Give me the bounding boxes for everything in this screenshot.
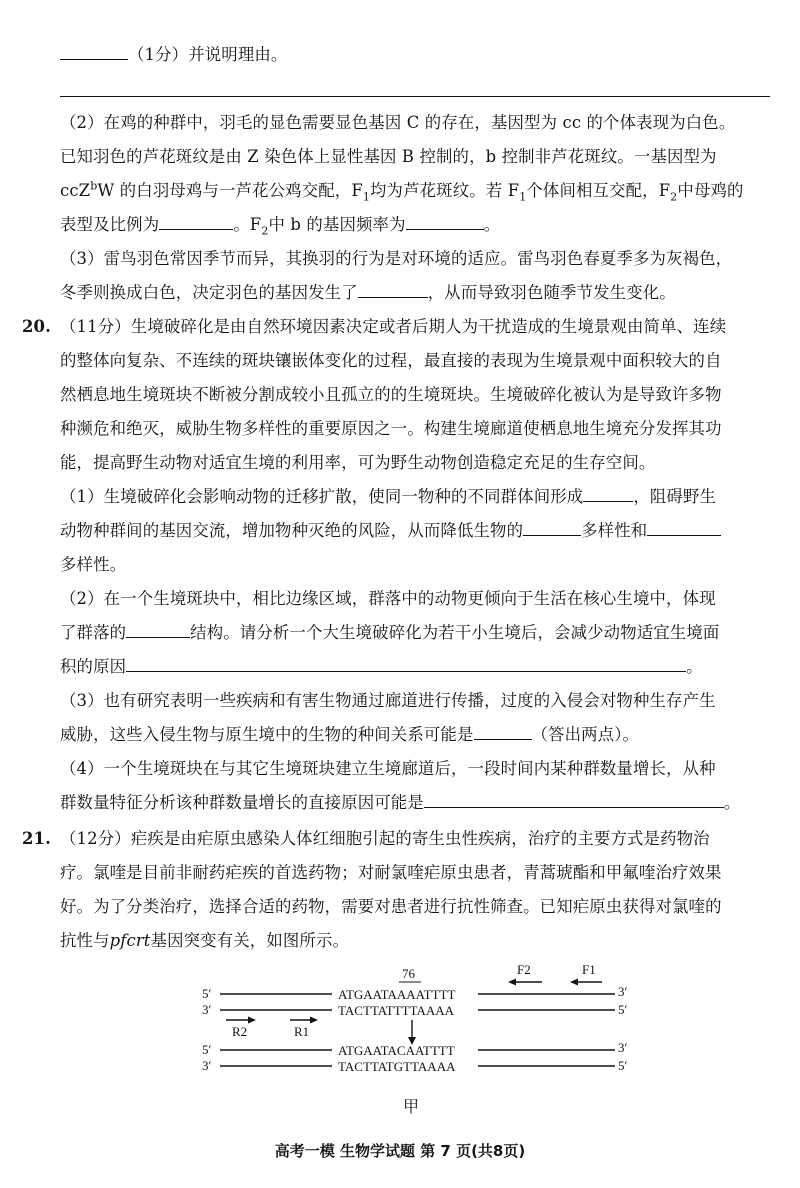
q19-reason-line [60,44,287,66]
answer-blank[interactable] [60,45,128,60]
answer-blank[interactable] [126,657,686,672]
q20-line-3: 然栖息地生境斑块不断被分割成较小且孤立的的生境斑块。生境破碎化被认为是导致许多物 [60,385,722,404]
q19-p2-line-2: 已知羽色的芦花斑纹是由 Z 染色体上显性基因 B 控制的，b 控制非芦花斑纹。一基因型为 [60,147,717,166]
primer-r2-arrowhead [248,1017,256,1024]
q20-p1-line-3: 多样性。 [60,555,127,574]
q21-number: 21. [22,829,51,848]
q19-p3-line-1: （3）雷鸟羽色常因季节而异，其换羽的行为是对环境的适应。雷鸟羽色春夏季多为灰褐色， [60,249,733,268]
answer-blank[interactable] [647,521,721,536]
q19-p3-line-2: 冬季则换成白色，决定羽色的基因发生了 ，从而导致羽色随季节发生变化。 [60,283,676,302]
q21-line-2: 疗。氯喹是目前非耐药疟疾的首选药物；对耐氯喹疟原虫患者，青蒿琥酯和甲氟喹治疗效果 [60,863,722,882]
primer-f1-label: F1 [582,962,596,977]
mutant-template-sequence: TACTTATGTTAAAA [338,1059,456,1074]
answer-blank[interactable] [159,215,233,230]
q19-p2-line-1: （2）在鸡的种群中，羽毛的显色需要显色基因 C 的存在，基因型为 cc 的个体表现为白色。 [60,113,736,132]
strand-end-label: 3′ [202,1002,212,1017]
wildtype-template-sequence: TACTTATTTTAAAA [338,1003,455,1018]
primer-r1-label: R1 [294,1024,310,1039]
q19-reason-text: （1分）并说明理由。 [128,45,288,64]
q19-p2-line-4: 表型及比例为 。$F_2$中 b 的基因频率为 。 [60,215,501,238]
strand-end-label: 3′ [202,1058,212,1073]
answer-blank[interactable] [474,725,532,740]
gene-name: pfcrt [109,931,151,950]
answer-line[interactable] [60,96,770,97]
dna-mutation-figure [190,960,640,1085]
q20-line-1: （11分）生境破碎化是由自然环境因素决定或者后期人为干扰造成的生境景观由简单、连续 [60,317,727,336]
primer-f2-label: F2 [517,962,531,977]
position-label: 76 [402,966,415,981]
q20-line-4: 种濒危和绝灭，威胁生物多样性的重要原因之一。构建生境廊道使栖息地生境充分发挥其功 [60,419,722,438]
q21-line-1: （12分）疟疾是由疟原虫感染人体红细胞引起的寄生虫性疾病，治疗的主要方式是药物治 [60,829,710,848]
wildtype-coding-sequence: ATGAATAAAATTTT [338,987,456,1002]
q20-line-2: 的整体向复杂、不连续的斑块镶嵌体变化的过程，最直接的表现为生境景观中面积较大的自 [60,351,722,370]
strand-end-label: 3′ [618,1040,628,1055]
mutant-coding-sequence: ATGAATACAATTTT [338,1043,455,1058]
q20-p1-line-1: （1）生境破碎化会影响动物的迁移扩散，使同一物种的不同群体间形成 ，阻碍野生 [60,487,717,506]
q21-line-4: 抗性与pfcrt基因突变有关，如图所示。 [60,931,350,950]
primer-f1-arrowhead [570,979,578,986]
q20-p2-line-2: 了群落的 结构。请分析一个大生境破碎化为若干小生境后，会减少动物适宜生境面 [60,623,720,642]
q20-p4-line-2: 群数量特征分析该种群数量增长的直接原因可能是 。 [60,793,741,812]
q20-p4-line-1: （4）一个生境斑块在与其它生境斑块建立生境廊道后，一段时间内某种群数量增长，从种 [60,759,716,778]
q21-line-3: 好。为了分类治疗，选择合适的药物，需要对患者进行抗性筛查。已知疟原虫获得对氯喹的 [60,897,722,916]
answer-blank[interactable] [523,521,581,536]
primer-r2-label: R2 [232,1024,248,1039]
strand-end-label: 5′ [618,1002,628,1017]
primer-f2-arrowhead [508,979,516,986]
strand-end-label: 3′ [618,984,628,999]
figure-caption: 甲 [403,1097,420,1116]
answer-blank[interactable] [583,487,633,502]
primer-r1-arrowhead [310,1017,318,1024]
q20-p3-line-2: 威胁，这些入侵生物与原生境中的生物的种间关系可能是 （答出两点）。 [60,725,640,744]
q20-p2-line-3: 积的原因 。 [60,657,703,676]
answer-blank[interactable] [126,623,190,638]
answer-blank[interactable] [358,283,428,298]
answer-blank[interactable] [424,793,724,808]
page-footer: 高考一模 生物学试题 第 7 页(共8页) [274,1142,526,1160]
strand-end-label: 5′ [202,1042,212,1057]
q20-p3-line-1: （3）也有研究表明一些疾病和有害生物通过廊道进行传播，过度的入侵会对物种生存产生 [60,691,716,710]
strand-end-label: 5′ [618,1058,628,1073]
q19-p2-line-3: ccZ$^b$W 的白羽母鸡与一芦花公鸡交配，$F_1$均为芦花斑纹。若 $F_1$个体间相互交配，$F_2$中母鸡的 [60,179,744,204]
answer-blank[interactable] [406,215,484,230]
strand-end-label: 5′ [202,986,212,1001]
q20-p1-line-2: 动物种群间的基因交流，增加物种灭绝的风险，从而降低生物的 多样性和 [60,520,721,542]
q20-line-5: 能，提高野生动物对适宜生境的利用率，可为野生动物创造稳定充足的生存空间。 [60,453,656,472]
q20-p2-line-1: （2）在一个生境斑块中，相比边缘区域，群落中的动物更倾向于生活在核心生境中，体现 [60,589,716,608]
q20-number: 20. [22,317,51,336]
